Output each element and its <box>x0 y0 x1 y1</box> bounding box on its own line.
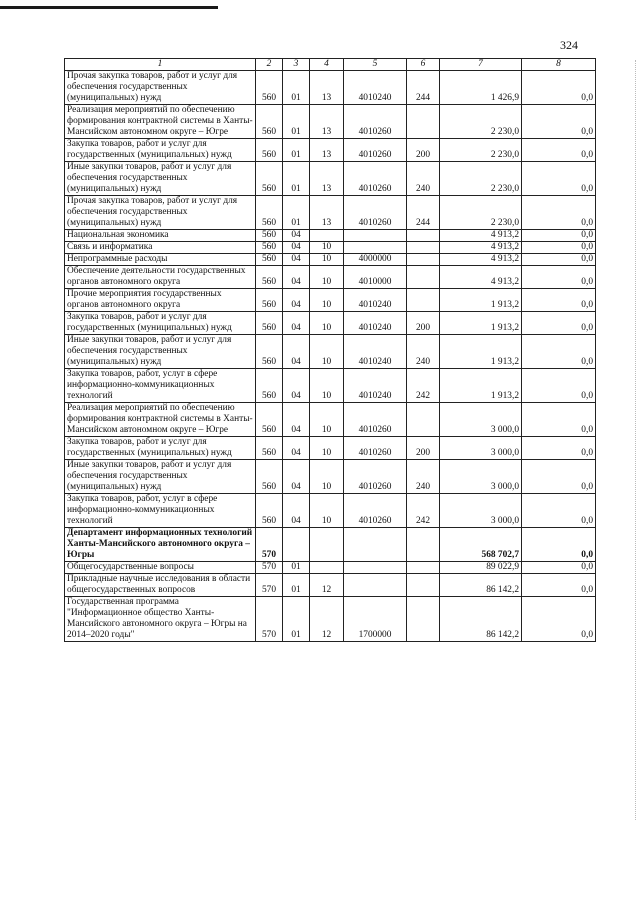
cell-target-article: 4000000 <box>344 254 407 266</box>
cell-section: 01 <box>283 71 310 105</box>
col-header-4: 4 <box>310 59 344 71</box>
cell-expense-type <box>407 242 440 254</box>
budget-table <box>64 58 596 642</box>
cell-target-article <box>344 230 407 242</box>
cell-amount-2: 0,0 <box>522 266 596 289</box>
cell-name: Реализация мероприятий по обеспечению формирования контрактной системы в Ханты-Мансийском автономном округе – Югре <box>65 403 256 437</box>
cell-expense-type <box>407 403 440 437</box>
cell-amount-2: 0,0 <box>522 369 596 403</box>
cell-amount: 86 142,2 <box>440 597 522 642</box>
cell-expense-type: 200 <box>407 437 440 460</box>
col-header-6: 6 <box>407 59 440 71</box>
cell-expense-type: 242 <box>407 369 440 403</box>
cell-amount-2: 0,0 <box>522 71 596 105</box>
cell-amount: 3 000,0 <box>440 437 522 460</box>
cell-section: 04 <box>283 289 310 312</box>
cell-amount: 4 913,2 <box>440 266 522 289</box>
table-row <box>65 254 596 266</box>
cell-subsection: 13 <box>310 196 344 230</box>
cell-ministry-code: 560 <box>256 162 283 196</box>
cell-amount: 2 230,0 <box>440 105 522 139</box>
cell-section <box>283 528 310 562</box>
cell-target-article: 4010260 <box>344 162 407 196</box>
cell-name: Закупка товаров, работ и услуг для государственных (муниципальных) нужд <box>65 437 256 460</box>
cell-amount: 86 142,2 <box>440 574 522 597</box>
table-row <box>65 494 596 528</box>
table-body <box>65 71 596 642</box>
cell-amount-2: 0,0 <box>522 242 596 254</box>
cell-ministry-code: 560 <box>256 266 283 289</box>
cell-amount: 89 022,9 <box>440 562 522 574</box>
table-row <box>65 230 596 242</box>
cell-ministry-code: 570 <box>256 597 283 642</box>
cell-subsection: 10 <box>310 369 344 403</box>
cell-amount-2: 0,0 <box>522 460 596 494</box>
table-row <box>65 335 596 369</box>
table-row <box>65 437 596 460</box>
cell-target-article: 4010240 <box>344 71 407 105</box>
cell-amount: 1 913,2 <box>440 335 522 369</box>
cell-amount: 568 702,7 <box>440 528 522 562</box>
cell-expense-type: 242 <box>407 494 440 528</box>
cell-amount-2: 0,0 <box>522 335 596 369</box>
cell-section: 01 <box>283 562 310 574</box>
cell-subsection: 13 <box>310 105 344 139</box>
cell-expense-type <box>407 266 440 289</box>
cell-amount-2: 0,0 <box>522 254 596 266</box>
cell-subsection: 10 <box>310 437 344 460</box>
cell-amount: 1 913,2 <box>440 312 522 335</box>
cell-subsection: 13 <box>310 139 344 162</box>
cell-ministry-code: 560 <box>256 312 283 335</box>
cell-subsection <box>310 230 344 242</box>
cell-ministry-code: 560 <box>256 230 283 242</box>
cell-ministry-code: 560 <box>256 437 283 460</box>
cell-target-article: 4010240 <box>344 335 407 369</box>
cell-target-article <box>344 562 407 574</box>
cell-name: Закупка товаров, работ, услуг в сфере информационно-коммуникационных технологий <box>65 369 256 403</box>
cell-name: Прочие мероприятия государственных органов автономного округа <box>65 289 256 312</box>
cell-subsection: 12 <box>310 574 344 597</box>
cell-amount-2: 0,0 <box>522 139 596 162</box>
cell-section: 04 <box>283 369 310 403</box>
cell-amount-2: 0,0 <box>522 562 596 574</box>
cell-ministry-code: 560 <box>256 254 283 266</box>
cell-section: 04 <box>283 460 310 494</box>
col-header-3: 3 <box>283 59 310 71</box>
cell-target-article: 4010260 <box>344 196 407 230</box>
cell-amount: 4 913,2 <box>440 242 522 254</box>
table-row <box>65 196 596 230</box>
cell-target-article <box>344 242 407 254</box>
cell-section: 01 <box>283 196 310 230</box>
cell-ministry-code: 560 <box>256 289 283 312</box>
cell-subsection: 10 <box>310 460 344 494</box>
cell-amount: 1 913,2 <box>440 369 522 403</box>
cell-amount-2: 0,0 <box>522 597 596 642</box>
cell-subsection: 10 <box>310 242 344 254</box>
cell-name: Прочая закупка товаров, работ и услуг для обеспечения государственных (муниципальных) нужд <box>65 71 256 105</box>
cell-name: Закупка товаров, работ, услуг в сфере информационно-коммуникационных технологий <box>65 494 256 528</box>
table-row <box>65 289 596 312</box>
cell-expense-type: 200 <box>407 139 440 162</box>
cell-section: 01 <box>283 574 310 597</box>
cell-subsection: 10 <box>310 335 344 369</box>
cell-section: 04 <box>283 335 310 369</box>
cell-subsection: 10 <box>310 312 344 335</box>
cell-target-article <box>344 528 407 562</box>
cell-amount-2: 0,0 <box>522 574 596 597</box>
cell-name: Непрограммные расходы <box>65 254 256 266</box>
cell-amount-2: 0,0 <box>522 230 596 242</box>
cell-subsection: 13 <box>310 71 344 105</box>
cell-amount: 1 426,9 <box>440 71 522 105</box>
cell-name: Прочая закупка товаров, работ и услуг для обеспечения государственных (муниципальных) нужд <box>65 196 256 230</box>
col-header-7: 7 <box>440 59 522 71</box>
cell-subsection <box>310 528 344 562</box>
cell-expense-type <box>407 289 440 312</box>
cell-amount: 4 913,2 <box>440 230 522 242</box>
cell-expense-type <box>407 230 440 242</box>
table-row <box>65 312 596 335</box>
cell-subsection: 13 <box>310 162 344 196</box>
cell-name: Иные закупки товаров, работ и услуг для обеспечения государственных (муниципальных) нужд <box>65 162 256 196</box>
page-number: 324 <box>560 38 578 52</box>
cell-ministry-code: 560 <box>256 460 283 494</box>
cell-name: Обеспечение деятельности государственных органов автономного округа <box>65 266 256 289</box>
cell-name: Государственная программа "Информационное общество Ханты-Мансийского автономного округа – Югры на 2014–2020 годы" <box>65 597 256 642</box>
cell-expense-type: 244 <box>407 71 440 105</box>
cell-ministry-code: 560 <box>256 139 283 162</box>
cell-subsection: 10 <box>310 494 344 528</box>
col-header-8: 8 <box>522 59 596 71</box>
cell-target-article: 4010260 <box>344 437 407 460</box>
cell-section: 04 <box>283 437 310 460</box>
cell-subsection: 10 <box>310 403 344 437</box>
cell-amount: 4 913,2 <box>440 254 522 266</box>
cell-target-article: 4010260 <box>344 403 407 437</box>
cell-name: Закупка товаров, работ и услуг для государственных (муниципальных) нужд <box>65 312 256 335</box>
cell-expense-type <box>407 254 440 266</box>
table-row <box>65 403 596 437</box>
cell-ministry-code: 560 <box>256 105 283 139</box>
col-header-5: 5 <box>344 59 407 71</box>
cell-name: Национальная экономика <box>65 230 256 242</box>
cell-subsection <box>310 562 344 574</box>
col-header-2: 2 <box>256 59 283 71</box>
cell-expense-type <box>407 597 440 642</box>
cell-expense-type: 240 <box>407 335 440 369</box>
cell-target-article: 4010240 <box>344 369 407 403</box>
cell-target-article: 1700000 <box>344 597 407 642</box>
cell-expense-type <box>407 105 440 139</box>
table-row <box>65 369 596 403</box>
cell-ministry-code: 560 <box>256 494 283 528</box>
cell-name: Иные закупки товаров, работ и услуг для обеспечения государственных (муниципальных) нужд <box>65 335 256 369</box>
table-row <box>65 105 596 139</box>
cell-amount-2: 0,0 <box>522 105 596 139</box>
cell-subsection: 10 <box>310 254 344 266</box>
cell-ministry-code: 570 <box>256 574 283 597</box>
cell-section: 01 <box>283 162 310 196</box>
cell-section: 01 <box>283 597 310 642</box>
cell-subsection: 12 <box>310 597 344 642</box>
cell-amount: 1 913,2 <box>440 289 522 312</box>
cell-ministry-code: 560 <box>256 369 283 403</box>
cell-expense-type <box>407 574 440 597</box>
cell-name: Департамент информационных технологий Ханты-Мансийского автономного округа – Югры <box>65 528 256 562</box>
cell-amount-2: 0,0 <box>522 289 596 312</box>
cell-subsection: 10 <box>310 289 344 312</box>
cell-target-article: 4010260 <box>344 460 407 494</box>
cell-amount-2: 0,0 <box>522 403 596 437</box>
table-row <box>65 242 596 254</box>
cell-target-article: 4010260 <box>344 105 407 139</box>
cell-amount-2: 0,0 <box>522 437 596 460</box>
cell-ministry-code: 560 <box>256 403 283 437</box>
cell-ministry-code: 560 <box>256 71 283 105</box>
table-row <box>65 460 596 494</box>
table-row <box>65 574 596 597</box>
cell-section: 04 <box>283 494 310 528</box>
cell-section: 01 <box>283 105 310 139</box>
table-row <box>65 139 596 162</box>
cell-amount-2: 0,0 <box>522 528 596 562</box>
cell-name: Реализация мероприятий по обеспечению формирования контрактной системы в Ханты-Мансийском автономном округе – Югре <box>65 105 256 139</box>
cell-expense-type <box>407 562 440 574</box>
cell-amount: 2 230,0 <box>440 162 522 196</box>
cell-amount-2: 0,0 <box>522 196 596 230</box>
table-row <box>65 266 596 289</box>
cell-expense-type <box>407 528 440 562</box>
header-row <box>65 59 596 71</box>
cell-subsection: 10 <box>310 266 344 289</box>
col-header-1: 1 <box>65 59 256 71</box>
table-row <box>65 597 596 642</box>
cell-target-article: 4010240 <box>344 312 407 335</box>
cell-amount-2: 0,0 <box>522 162 596 196</box>
cell-section: 04 <box>283 403 310 437</box>
cell-section: 04 <box>283 266 310 289</box>
cell-amount: 2 230,0 <box>440 139 522 162</box>
cell-amount-2: 0,0 <box>522 494 596 528</box>
cell-amount: 3 000,0 <box>440 494 522 528</box>
cell-name: Прикладные научные исследования в области общегосударственных вопросов <box>65 574 256 597</box>
table-row <box>65 562 596 574</box>
cell-section: 04 <box>283 312 310 335</box>
cell-expense-type: 240 <box>407 162 440 196</box>
table-row <box>65 528 596 562</box>
cell-target-article <box>344 574 407 597</box>
cell-name: Закупка товаров, работ и услуг для государственных (муниципальных) нужд <box>65 139 256 162</box>
cell-expense-type: 200 <box>407 312 440 335</box>
cell-amount: 2 230,0 <box>440 196 522 230</box>
table-row <box>65 71 596 105</box>
cell-section: 04 <box>283 230 310 242</box>
cell-ministry-code: 570 <box>256 528 283 562</box>
cell-target-article: 4010260 <box>344 139 407 162</box>
table-row <box>65 162 596 196</box>
scan-edge-marks <box>632 60 636 820</box>
cell-expense-type: 240 <box>407 460 440 494</box>
cell-target-article: 4010000 <box>344 266 407 289</box>
cell-name: Связь и информатика <box>65 242 256 254</box>
cell-section: 01 <box>283 139 310 162</box>
cell-amount-2: 0,0 <box>522 312 596 335</box>
cell-ministry-code: 570 <box>256 562 283 574</box>
cell-ministry-code: 560 <box>256 335 283 369</box>
top-rule <box>0 6 218 9</box>
cell-section: 04 <box>283 242 310 254</box>
cell-amount: 3 000,0 <box>440 403 522 437</box>
cell-target-article: 4010240 <box>344 289 407 312</box>
cell-ministry-code: 560 <box>256 196 283 230</box>
cell-name: Общегосударственные вопросы <box>65 562 256 574</box>
cell-amount: 3 000,0 <box>440 460 522 494</box>
cell-ministry-code: 560 <box>256 242 283 254</box>
cell-expense-type: 244 <box>407 196 440 230</box>
cell-target-article: 4010260 <box>344 494 407 528</box>
cell-name: Иные закупки товаров, работ и услуг для обеспечения государственных (муниципальных) нужд <box>65 460 256 494</box>
cell-section: 04 <box>283 254 310 266</box>
